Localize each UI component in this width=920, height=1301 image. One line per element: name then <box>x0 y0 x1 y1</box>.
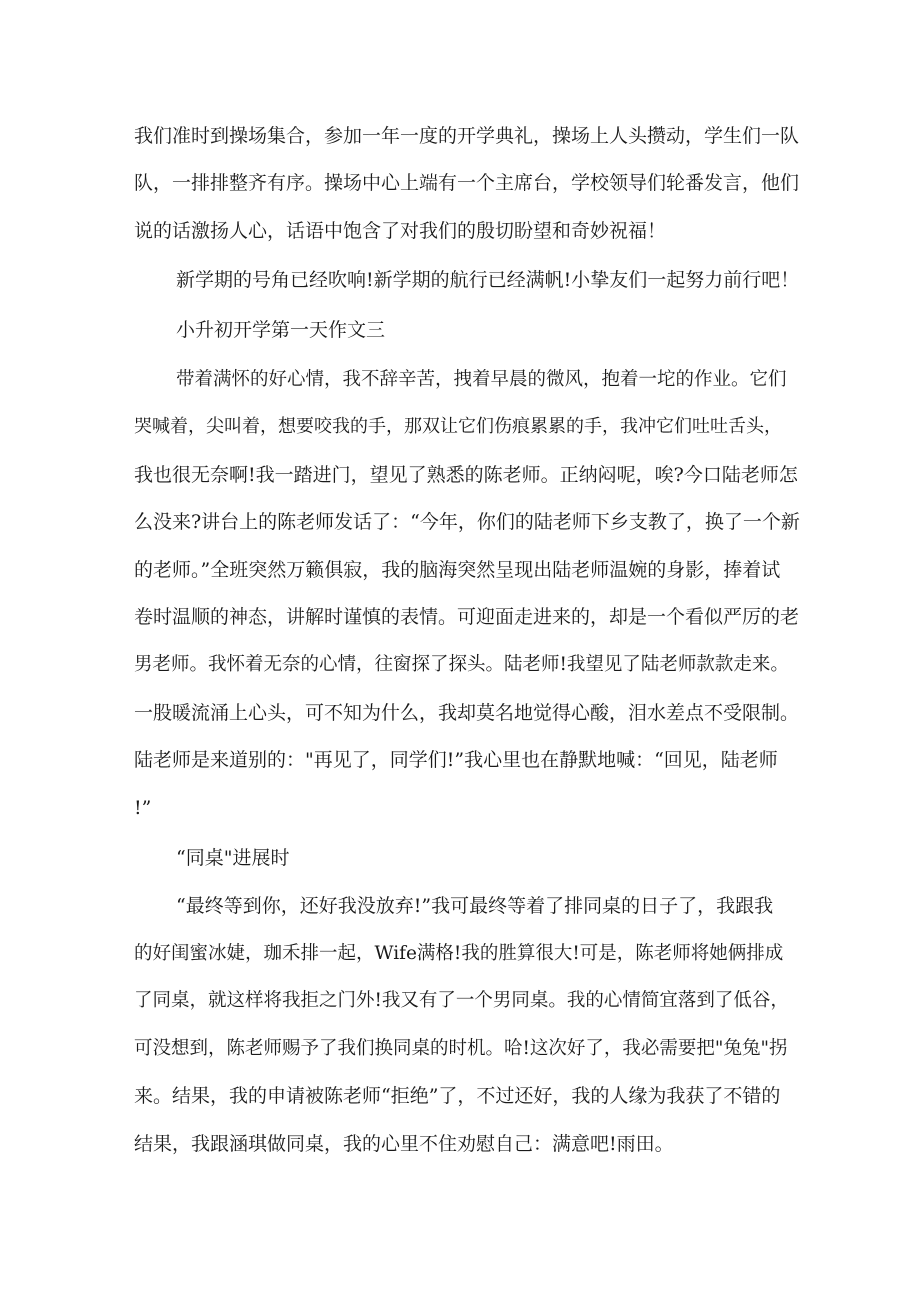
text-line: 来。结果，我的申请被陈老师“拒绝”了，不过还好，我的人缘为我获了不错的 <box>134 1085 781 1107</box>
text-line: 了同桌，就这样将我拒之门外!我又有了一个男同桌。我的心情简宜落到了低谷， <box>134 990 789 1011</box>
section-heading: “同桌"进展时 <box>176 847 290 869</box>
text-line: 结果，我跟涵琪做同桌，我的心里不住劝慰自己：满意吧!雨田。 <box>134 1133 674 1155</box>
text-line: 新学期的号角已经吹响!新学期的航行已经满帆!小挚友们一起努力前行吧！ <box>176 269 800 291</box>
text-line: “最终等到你，还好我没放弃!”我可最终等着了排同桌的日子了，我跟我 <box>176 895 774 917</box>
text-line: 带着满怀的好心情，我不辞辛苦，拽着早晨的微风，抱着一坨的作业。它们 <box>176 369 787 390</box>
section-heading: 小升初开学第一天作文三 <box>176 319 386 341</box>
text-line: 可没想到，陈老师赐予了我们换同桌的时机。哈!这次好了，我必需要把"兔兔"拐 <box>134 1038 788 1059</box>
text-line: 的好闺蜜冰婕，珈禾排一起，Wife满格!我的胜算很大!可是，陈老师将她俩排成 <box>134 943 784 964</box>
text-line: 卷时温顺的神态，讲解时谨慎的表情。可迎面走进来的，却是一个看似严厉的老 <box>134 606 800 628</box>
text-line: 男老师。我怀着无奈的心情，往窗探了探头。陆老师!我望见了陆老师款款走来。 <box>134 654 789 675</box>
text-line: 陆老师是来道别的："再见了，同学们!”我心里也在静默地喊：“回见，陆老师 <box>134 749 778 771</box>
text-line: 我们准时到操场集合，参加一年一度的开学典礼，操场上人头攒动，学生们一队 <box>134 125 800 147</box>
text-line: 我也很无奈啊!我一踏进门，望见了熟悉的陈老师。正纳闷呢，唉?今口陆老师怎 <box>134 464 798 486</box>
text-line: !” <box>134 797 152 819</box>
text-line: 的老师。”全班突然万籁俱寂，我的脑海突然呈现出陆老师温婉的身影，捧着试 <box>134 559 781 581</box>
text-line: 哭喊着，尖叫着，想要咬我的手，那双让它们伤痕累累的手，我冲它们吐吐舌头， <box>134 416 782 437</box>
text-line: 么没来?讲台上的陈老师发话了：“今年，你们的陆老师下乡支教了，换了一个新 <box>134 511 800 533</box>
text-line: 说的话激扬人心，话语中饱含了对我们的殷切盼望和奇妙祝福！ <box>134 220 667 242</box>
text-line: 一股暖流涌上心头，可不知为什么，我却莫名地觉得心酸，泪水差点不受限制。 <box>134 702 800 724</box>
text-line: 队，一排排整齐有序。操场中心上端有一个主席台，学校领导们轮番发言，他们 <box>134 172 800 194</box>
